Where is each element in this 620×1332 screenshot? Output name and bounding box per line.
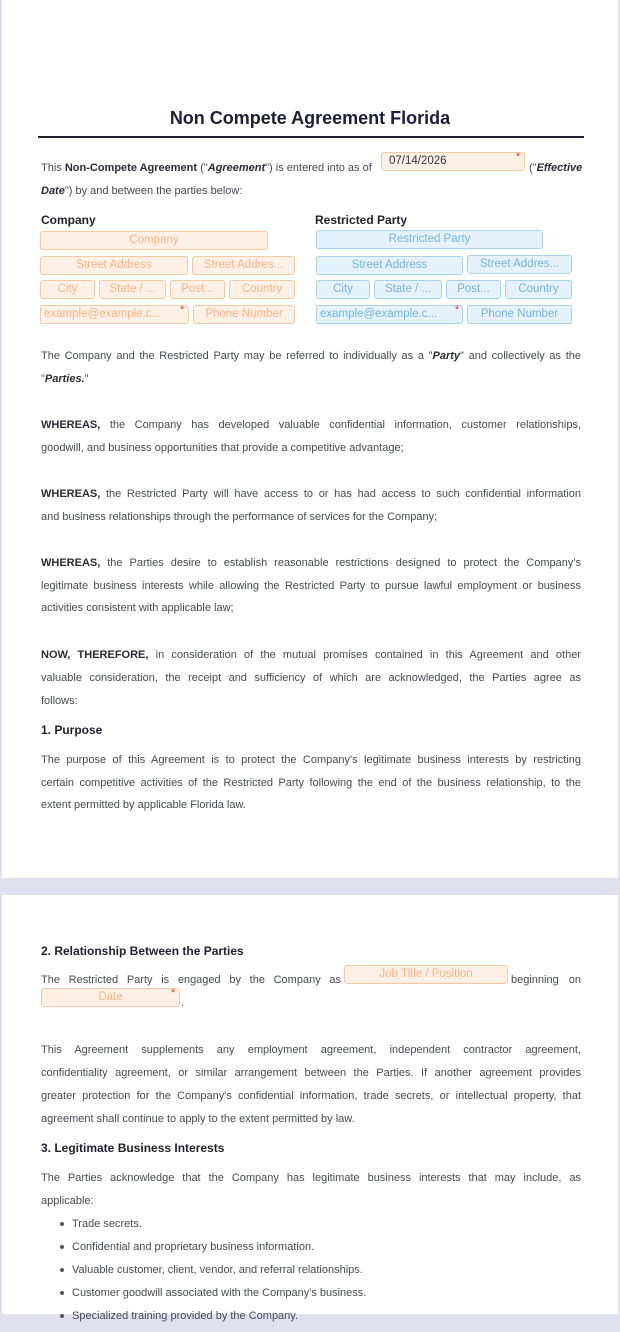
section-3-line-2: applicable:	[41, 1195, 94, 1207]
section-3-line-1: The Parties acknowledge that the Company has legitimate business interests that may include, as	[41, 1172, 581, 1184]
section-1-heading: 1. Purpose	[41, 723, 103, 737]
company-street2-field[interactable]: Street Addres...	[192, 256, 295, 275]
company-country-field[interactable]: Country	[229, 280, 295, 299]
whereas-3-line-2: legitimate business interests while allowing the Restricted Party to pursue lawful employment or business	[41, 580, 581, 592]
list-item: Specialized training provided by the Company.	[41, 1309, 366, 1332]
intro-line-1: This Non-Compete Agreement ("Agreement") is entered into as of	[41, 162, 372, 174]
restricted-party-name-field[interactable]: Restricted Party	[316, 230, 543, 249]
effective-date-field[interactable]: 07/14/2026	[381, 152, 525, 171]
restricted-state-field[interactable]: State / ...	[374, 280, 442, 299]
list-item: Confidential and proprietary business information.	[41, 1240, 366, 1263]
required-marker: *	[171, 987, 176, 999]
section-1-line-3: extent permitted by applicable Florida law.	[41, 799, 246, 811]
section-1-line-1: The purpose of this Agreement is to protect the Company's legitimate business interests by restricting	[41, 754, 581, 766]
whereas-3-line-1: WHEREAS, the Parties desire to establish reasonable restrictions designed to protect the Company's	[41, 557, 581, 569]
whereas-1-line-2: goodwill, and business opportunities that provide a competitive advantage;	[41, 442, 404, 454]
required-marker: *	[516, 151, 521, 163]
parties-definition-line-1: The Company and the Restricted Party may be referred to individually as a "Party" and collectively as the	[41, 350, 581, 362]
company-name-field[interactable]: Company	[40, 231, 268, 250]
whereas-2-line-2: and business relationships through the performance of services for the Company;	[41, 511, 438, 523]
document-page-1	[2, 0, 618, 878]
required-marker: *	[180, 304, 185, 316]
start-date-field[interactable]: Date	[41, 988, 180, 1007]
intro-line-2: Date") by and between the parties below:	[41, 185, 243, 197]
restricted-city-field[interactable]: City	[316, 280, 370, 299]
list-item: Customer goodwill associated with the Company's business.	[41, 1286, 366, 1309]
section-1-line-2: certain competitive activities of the Restricted Party following the end of the business relationship, to the	[41, 777, 581, 789]
whereas-3-line-3: activities consistent with applicable law;	[41, 602, 234, 614]
section-3-heading: 3. Legitimate Business Interests	[41, 1141, 225, 1155]
title-divider	[38, 136, 584, 138]
job-title-field[interactable]: Job Title / Position	[344, 965, 508, 984]
whereas-2-line-1: WHEREAS, the Restricted Party will have access to or has had access to such confidential information	[41, 488, 581, 500]
whereas-1-line-1: WHEREAS, the Company has developed valuable confidential information, customer relationships,	[41, 419, 582, 431]
restricted-email-field[interactable]: example@example.c...	[316, 305, 463, 324]
list-item: Valuable customer, client, vendor, and referral relationships.	[41, 1263, 366, 1286]
restricted-phone-field[interactable]: Phone Number	[467, 305, 572, 324]
section-2-line-1b: beginning on	[511, 974, 581, 986]
section-2-period: .	[181, 997, 185, 1009]
restricted-street-field[interactable]: Street Address	[316, 256, 463, 275]
now-therefore-line-2: valuable consideration, the receipt and sufficiency of which are acknowledged, the Parties agree as	[41, 672, 581, 684]
section-2-line-1a: The Restricted Party is engaged by the Company as	[41, 974, 341, 986]
legitimate-interests-list	[41, 1217, 366, 1332]
parties-definition-line-2: "Parties."	[41, 373, 89, 385]
restricted-country-field[interactable]: Country	[505, 280, 572, 299]
restricted-party-heading: Restricted Party	[315, 213, 408, 227]
company-state-field[interactable]: State / ...	[99, 280, 166, 299]
list-item: Trade secrets.	[41, 1217, 366, 1240]
now-therefore-line-1: NOW, THEREFORE, in consideration of the mutual promises contained in this Agreement and other	[41, 649, 582, 661]
company-email-field[interactable]: example@example.c...	[40, 305, 189, 324]
section-2-para-line-3: greater protection for the Company's confidential information, trade secrets, or intellectual property, that	[41, 1090, 581, 1102]
company-city-field[interactable]: City	[40, 280, 95, 299]
restricted-street2-field[interactable]: Street Addres...	[467, 255, 572, 274]
section-2-heading: 2. Relationship Between the Parties	[41, 944, 244, 958]
document-title: Non Compete Agreement Florida	[169, 108, 451, 128]
now-therefore-line-3: follows:	[41, 695, 78, 707]
section-2-para-line-1: This Agreement supplements any employment agreement, independent contractor agreement,	[41, 1044, 581, 1056]
effective-date-label: ("Effective	[529, 162, 583, 174]
restricted-postal-field[interactable]: Post...	[446, 280, 501, 299]
required-marker: *	[455, 304, 460, 316]
company-street-field[interactable]: Street Address	[40, 256, 188, 275]
company-phone-field[interactable]: Phone Number	[193, 305, 295, 324]
section-2-para-line-2: confidentiality agreement, or similar arrangement between the Parties. If another agreement provides	[41, 1067, 581, 1079]
section-2-para-line-4: agreement shall continue to apply to the extent permitted by law.	[41, 1113, 355, 1125]
company-postal-field[interactable]: Post...	[170, 280, 225, 299]
company-heading: Company	[41, 213, 96, 227]
